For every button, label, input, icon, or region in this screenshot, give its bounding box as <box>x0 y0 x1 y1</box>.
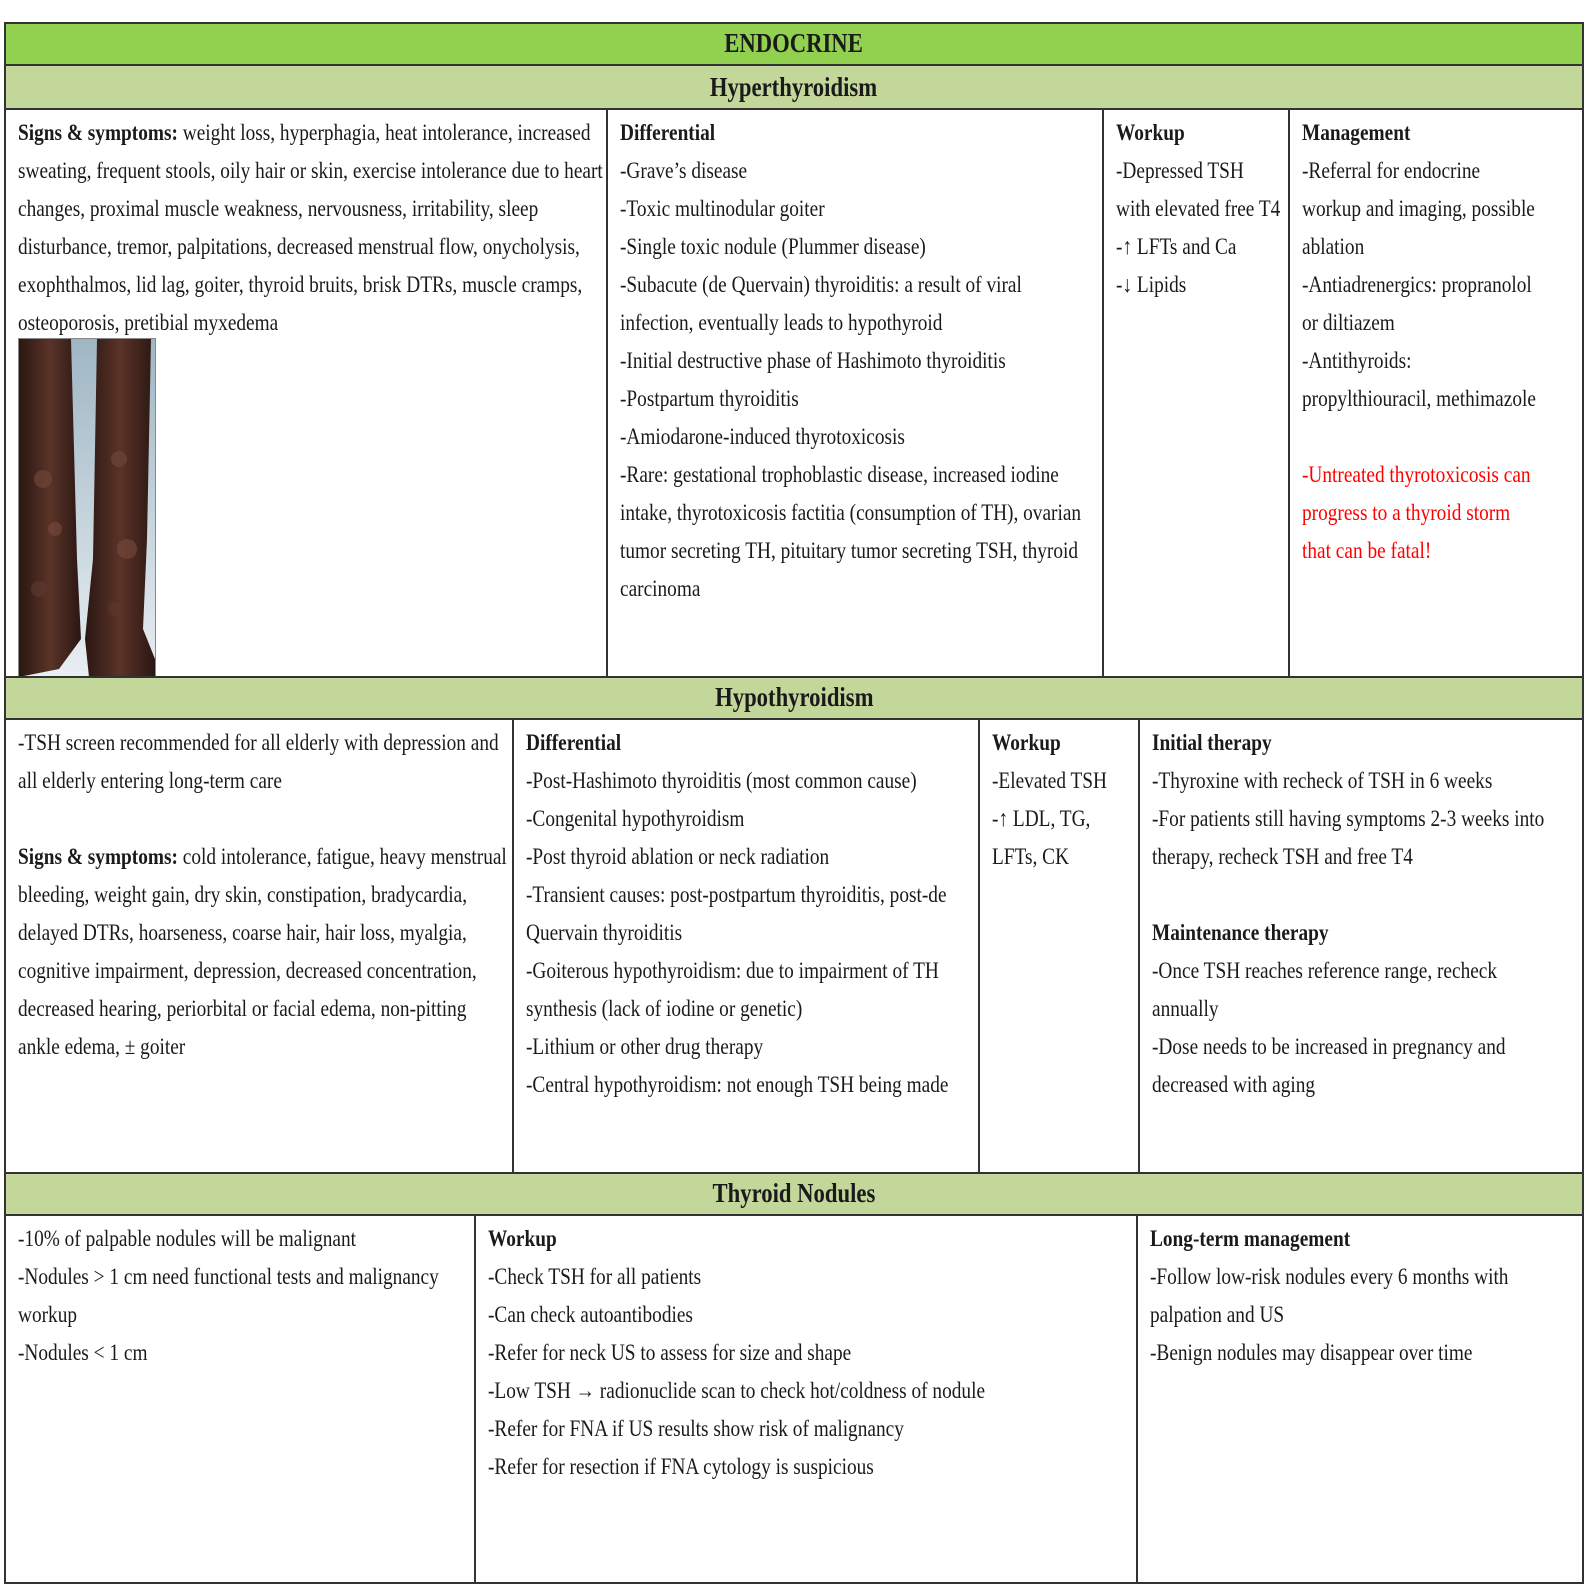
nodules-workup-line: -Refer for resection if FNA cytology is suspicious <box>488 1454 874 1479</box>
hyper-differential-cell <box>608 110 1104 676</box>
nodules-workup-cell <box>476 1216 1138 1584</box>
hyper-differential-label: Differential <box>620 120 716 145</box>
nodules-longterm-cell <box>1138 1216 1582 1584</box>
hyper-mgmt-line: -Referral for endocrine <box>1302 158 1481 183</box>
nodules-header <box>6 1172 1582 1216</box>
page-title: ENDOCRINE <box>724 28 864 58</box>
thyroid-storm-warning: progress to a thyroid storm <box>1302 500 1511 525</box>
nodules-workup-line: -Check TSH for all patients <box>488 1264 702 1289</box>
hyper-signs-line-3: disturbance, tremor, palpitations, decreased menstrual flow, onycholysis, <box>18 234 580 259</box>
hyper-management-cell <box>1290 110 1582 676</box>
longterm-line: palpation and US <box>1150 1302 1285 1327</box>
hypo-diff-line: Quervain thyroiditis <box>526 920 683 945</box>
hyper-mgmt-line: -Antithyroids: <box>1302 348 1412 373</box>
hypo-signs-cell <box>6 720 514 1172</box>
hyper-workup-line: -Depressed TSH <box>1116 158 1244 183</box>
hyper-signs-line-4: exophthalmos, lid lag, goiter, thyroid bruits, brisk DTRs, muscle cramps, <box>18 272 583 297</box>
longterm-line: -Follow low-risk nodules every 6 months with <box>1150 1264 1509 1289</box>
thyroid-storm-warning: -Untreated thyrotoxicosis can <box>1302 462 1531 487</box>
hyper-mgmt-line: or diltiazem <box>1302 310 1395 335</box>
nodules-workup-line: -Low TSH → radionuclide scan to check hot/coldness of nodule <box>488 1378 986 1403</box>
hypo-differential-cell <box>514 720 980 1172</box>
hyper-workup-line: -↑ LFTs and Ca <box>1116 234 1237 259</box>
maintenance-therapy-line: -Once TSH reaches reference range, recheck <box>1152 958 1498 983</box>
hyper-diff-line: -Postpartum thyroiditis <box>620 386 799 411</box>
hypo-screen-line: all elderly entering long-term care <box>18 768 282 793</box>
hypo-signs-line: bleeding, weight gain, dry skin, constipation, bradycardia, <box>18 882 468 907</box>
hyper-diff-line: -Initial destructive phase of Hashimoto thyroiditis <box>620 348 1006 373</box>
hyper-signs-line-2: changes, proximal muscle weakness, nervousness, irritability, sleep <box>18 196 539 221</box>
maintenance-therapy-line: decreased with aging <box>1152 1072 1316 1097</box>
maintenance-therapy-label: Maintenance therapy <box>1152 920 1329 945</box>
hyper-mgmt-line: -Antiadrenergics: propranolol <box>1302 272 1532 297</box>
hyper-management-label: Management <box>1302 120 1411 145</box>
hyper-diff-line: -Amiodarone-induced thyrotoxicosis <box>620 424 905 449</box>
maintenance-therapy-line: annually <box>1152 996 1219 1021</box>
hyper-diff-line: infection, eventually leads to hypothyroid <box>620 310 943 335</box>
hypo-heading: Hypothyroidism <box>714 682 874 712</box>
initial-therapy-line: therapy, recheck TSH and free T4 <box>1152 844 1413 869</box>
hyper-mgmt-line: ablation <box>1302 234 1365 259</box>
hypo-diff-line: synthesis (lack of iodine or genetic) <box>526 996 803 1021</box>
nodules-fact-line: -10% of palpable nodules will be malignant <box>18 1226 357 1251</box>
hyper-diff-line: intake, thyrotoxicosis factitia (consumption of TH), ovarian <box>620 500 1082 525</box>
hyper-signs-line-1: sweating, frequent stools, oily hair or skin, exercise intolerance due to heart <box>18 158 603 183</box>
initial-therapy-label: Initial therapy <box>1152 730 1272 755</box>
initial-therapy-line: -Thyroxine with recheck of TSH in 6 weeks <box>1152 768 1493 793</box>
title-bar <box>6 22 1582 66</box>
hyper-diff-line: carcinoma <box>620 576 701 601</box>
nodules-workup-line: -Can check autoantibodies <box>488 1302 693 1327</box>
hypo-signs-line: cognitive impairment, depression, decreased concentration, <box>18 958 477 983</box>
hypo-signs-line-0: Signs & symptoms: cold intolerance, fatigue, heavy menstrual <box>18 844 507 869</box>
endocrine-sheet <box>4 22 1584 1584</box>
hypo-diff-line: -Central hypothyroidism: not enough TSH being made <box>526 1072 949 1097</box>
longterm-line: -Benign nodules may disappear over time <box>1150 1340 1473 1365</box>
table-bottom-border <box>6 1582 1582 1584</box>
hypo-therapy-cell <box>1140 720 1582 1172</box>
hyper-diff-line: tumor secreting TH, pituitary tumor secreting TSH, thyroid <box>620 538 1079 563</box>
hypo-signs-line: ankle edema, ± goiter <box>18 1034 186 1059</box>
maintenance-therapy-line: -Dose needs to be increased in pregnancy and <box>1152 1034 1506 1059</box>
hypo-diff-line: -Transient causes: post-postpartum thyroiditis, post-de <box>526 882 947 907</box>
hyper-signs-line-0: Signs & symptoms: weight loss, hyperphagia, heat intolerance, increased <box>18 120 591 145</box>
nodules-fact-line: -Nodules < 1 cm <box>18 1340 148 1365</box>
initial-therapy-line: -For patients still having symptoms 2-3 weeks into <box>1152 806 1545 831</box>
hyper-header <box>6 66 1582 110</box>
nodules-facts-cell <box>6 1216 476 1584</box>
hypo-diff-line: -Congenital hypothyroidism <box>526 806 745 831</box>
hypo-signs-line: decreased hearing, periorbital or facial edema, non-pitting <box>18 996 467 1021</box>
hypo-diff-line: -Goiterous hypothyroidism: due to impairment of TH <box>526 958 939 983</box>
hyper-heading: Hyperthyroidism <box>710 72 878 102</box>
hypo-diff-line: -Lithium or other drug therapy <box>526 1034 764 1059</box>
nodules-fact-line: -Nodules > 1 cm need functional tests and malignancy <box>18 1264 439 1289</box>
hypo-signs-line: delayed DTRs, hoarseness, coarse hair, hair loss, myalgia, <box>18 920 467 945</box>
nodules-workup-line: -Refer for neck US to assess for size and shape <box>488 1340 852 1365</box>
hypo-workup-line: -Elevated TSH <box>992 768 1108 793</box>
hyper-diff-line: -Toxic multinodular goiter <box>620 196 825 221</box>
hyper-diff-line: -Single toxic nodule (Plummer disease) <box>620 234 926 259</box>
hyper-diff-line: -Rare: gestational trophoblastic disease, increased iodine <box>620 462 1059 487</box>
hyper-diff-line: -Subacute (de Quervain) thyroiditis: a result of viral <box>620 272 1022 297</box>
hyper-mgmt-line: workup and imaging, possible <box>1302 196 1535 221</box>
nodules-workup-line: -Refer for FNA if US results show risk of malignancy <box>488 1416 904 1441</box>
hypo-workup-label: Workup <box>992 730 1061 755</box>
hyper-workup-cell <box>1104 110 1290 676</box>
hyper-signs-line-5: osteoporosis, pretibial myxedema <box>18 310 279 335</box>
hypo-header <box>6 676 1582 720</box>
nodules-fact-line: workup <box>18 1302 78 1327</box>
longterm-management-label: Long-term management <box>1150 1226 1351 1251</box>
hypo-differential-label: Differential <box>526 730 622 755</box>
hypo-workup-line: LFTs, CK <box>992 844 1070 869</box>
hyper-workup-line: with elevated free T4 <box>1116 196 1281 221</box>
hypo-screen-line: -TSH screen recommended for all elderly with depression and <box>18 730 499 755</box>
hypo-diff-line: -Post-Hashimoto thyroiditis (most common cause) <box>526 768 917 793</box>
thyroid-storm-warning: that can be fatal! <box>1302 538 1432 563</box>
hyper-mgmt-line: propylthiouracil, methimazole <box>1302 386 1536 411</box>
hypo-workup-cell <box>980 720 1140 1172</box>
nodules-heading: Thyroid Nodules <box>712 1178 876 1208</box>
hyper-workup-label: Workup <box>1116 120 1185 145</box>
hyper-workup-line: -↓ Lipids <box>1116 272 1187 297</box>
hyper-diff-line: -Grave’s disease <box>620 158 748 183</box>
nodules-workup-label: Workup <box>488 1226 557 1251</box>
hypo-workup-line: -↑ LDL, TG, <box>992 806 1091 831</box>
hypo-diff-line: -Post thyroid ablation or neck radiation <box>526 844 830 869</box>
pretibial-myxedema-photo <box>18 338 156 678</box>
